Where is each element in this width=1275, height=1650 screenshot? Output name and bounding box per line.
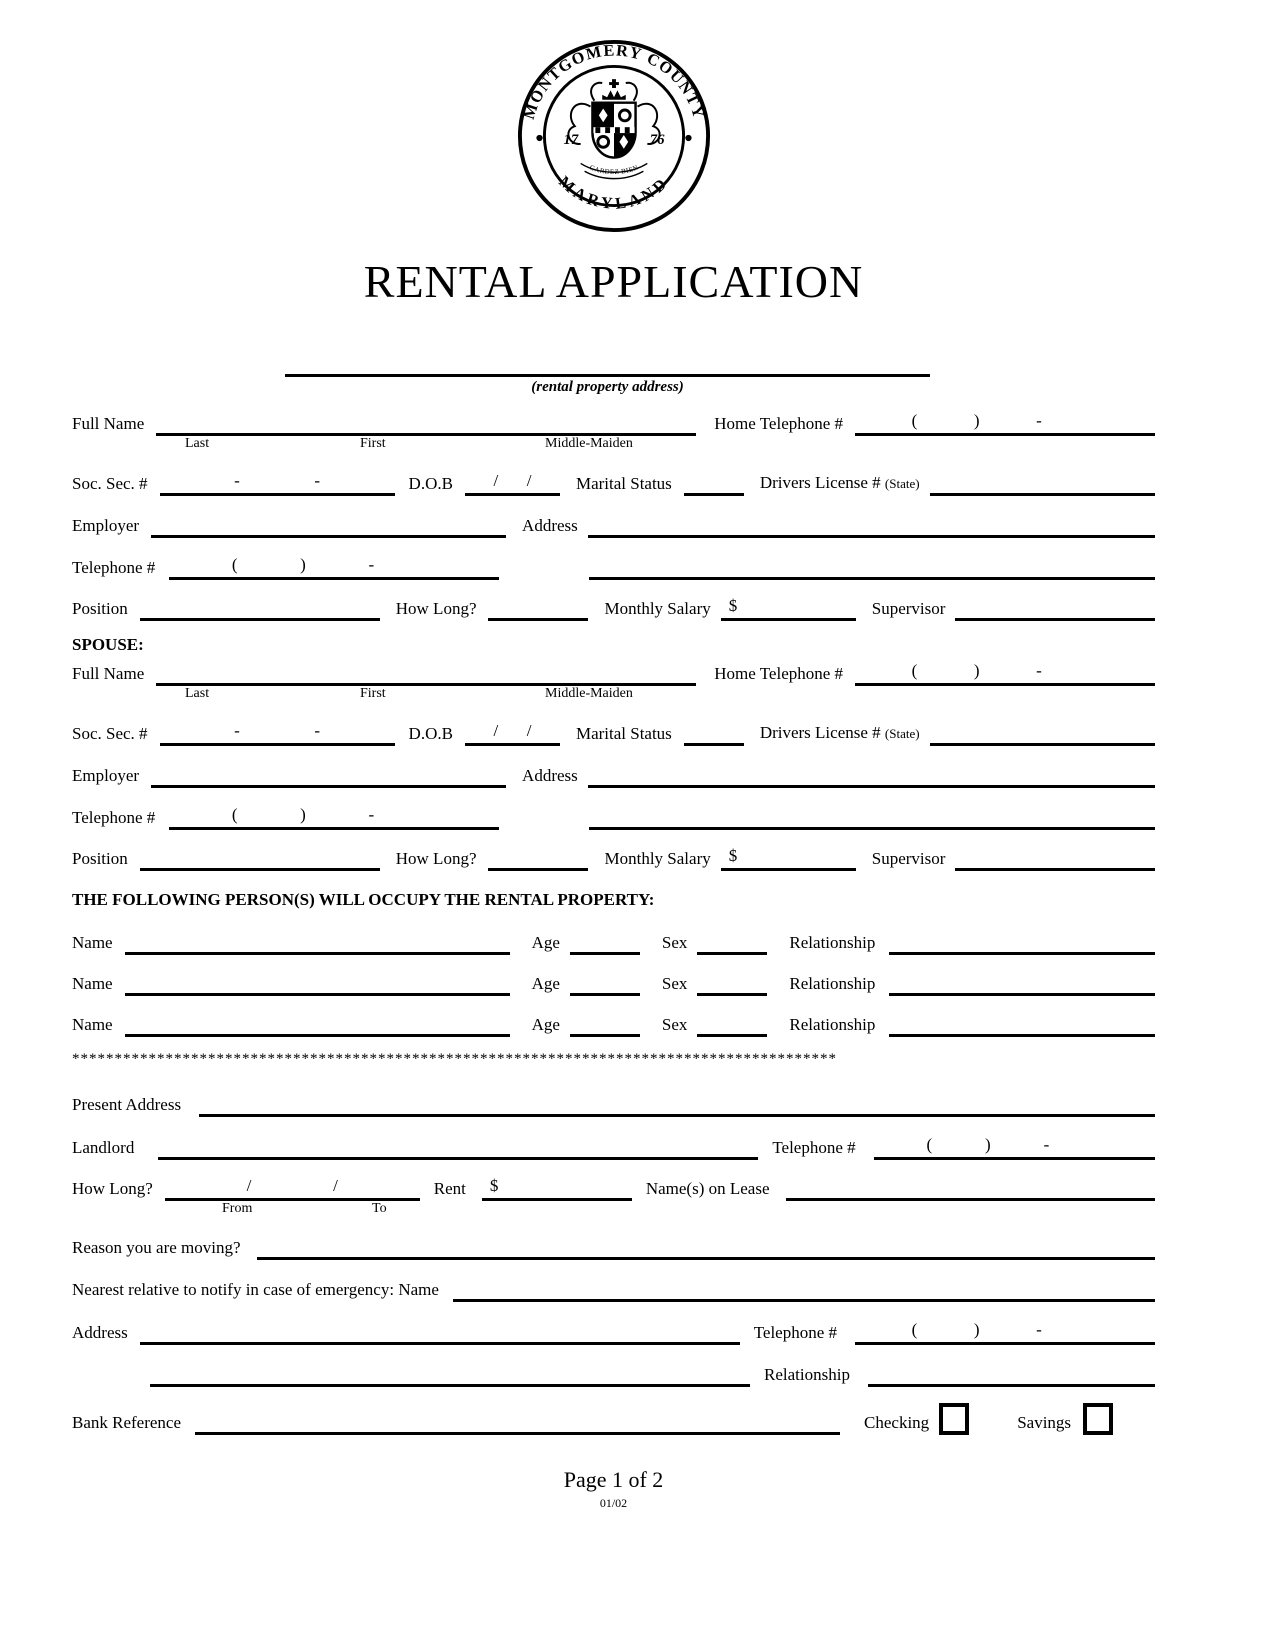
- occupant-2-relationship-input[interactable]: [889, 970, 1155, 996]
- spouse-heading: SPOUSE:: [72, 635, 144, 654]
- slash-glyph: /: [526, 471, 532, 490]
- occupant-3-age-input[interactable]: [570, 1011, 640, 1037]
- revision-date: 01/02: [599, 1496, 628, 1510]
- names-on-lease-label: Name(s) on Lease: [645, 1179, 770, 1198]
- full-name-label: Full Name: [72, 664, 145, 683]
- address-label: Address: [522, 766, 578, 785]
- address-label: Address: [72, 1323, 128, 1342]
- name-label: Name: [72, 1015, 113, 1034]
- first-sublabel: First: [360, 436, 386, 451]
- emergency-name-row: [72, 1274, 1155, 1302]
- name-label: Name: [72, 933, 113, 952]
- applicant-ssn-row: [72, 468, 1155, 496]
- spouse-marital-status-input[interactable]: [684, 720, 744, 746]
- paren-open-glyph: (: [911, 411, 918, 430]
- landlord-row: [72, 1132, 1155, 1160]
- spouse-employer-input[interactable]: [151, 762, 506, 788]
- drivers-license-state-label: (State): [884, 726, 920, 741]
- paren-close-glyph: ): [973, 661, 980, 680]
- rental-property-address-input[interactable]: [285, 351, 930, 377]
- telephone-label: Telephone #: [72, 808, 156, 827]
- from-sublabel: From: [222, 1201, 253, 1216]
- sex-label: Sex: [661, 933, 688, 952]
- paren-open-glyph: (: [231, 805, 238, 824]
- paren-close-glyph: ): [973, 411, 980, 430]
- page-title: RENTAL APPLICATION: [363, 256, 864, 307]
- dollar-sign-glyph: $: [489, 1176, 499, 1195]
- savings-label: Savings: [1017, 1413, 1072, 1432]
- emergency-relationship-row: [72, 1359, 1155, 1387]
- occupant-3-relationship-input[interactable]: [889, 1011, 1155, 1037]
- spouse-how-long-input[interactable]: [488, 845, 588, 871]
- dash-glyph: -: [1036, 411, 1042, 430]
- names-on-lease-input[interactable]: [786, 1175, 1155, 1201]
- monthly-salary-label: Monthly Salary: [604, 849, 711, 868]
- spouse-section: [72, 635, 1155, 871]
- paren-close-glyph: ): [973, 1320, 980, 1339]
- dob-label: D.O.B: [408, 724, 453, 743]
- sex-label: Sex: [661, 974, 688, 993]
- telephone-label: Telephone #: [72, 558, 156, 577]
- supervisor-label: Supervisor: [871, 849, 946, 868]
- middle-maiden-sublabel: Middle-Maiden: [545, 686, 633, 701]
- emergency-contact-label: Nearest relative to notify in case of emergency: Name: [72, 1280, 439, 1299]
- checking-checkbox[interactable]: [939, 1403, 969, 1435]
- how-long-label: How Long?: [395, 849, 477, 868]
- marital-status-label: Marital Status: [575, 474, 672, 493]
- telephone-label: Telephone #: [753, 1323, 838, 1342]
- applicant-name-sublabels: [170, 436, 710, 454]
- soc-sec-label: Soc. Sec. #: [72, 724, 148, 743]
- dollar-sign-glyph: $: [728, 846, 738, 865]
- seal-top-text: MONTGOMERY COUNTY: [520, 42, 707, 122]
- position-label: Position: [72, 849, 128, 868]
- spouse-ssn-input[interactable]: [160, 720, 395, 746]
- emergency-address-input[interactable]: [140, 1319, 740, 1345]
- full-name-label: Full Name: [72, 414, 145, 433]
- slash-glyph: /: [493, 721, 499, 740]
- occupant-3-sex-input[interactable]: [697, 1011, 767, 1037]
- seal-left-dot: [536, 135, 542, 141]
- paren-close-glyph: ): [985, 1135, 991, 1154]
- paren-close-glyph: ): [300, 555, 306, 574]
- applicant-section: [72, 408, 1155, 621]
- asterisk-divider: ******************************************************************************************: [72, 1051, 837, 1067]
- paren-close-glyph: ): [300, 805, 306, 824]
- spouse-employer-address-line2-input[interactable]: [589, 804, 1155, 830]
- seal-right-dot: [685, 135, 691, 141]
- slash-glyph: /: [246, 1176, 252, 1195]
- spouse-supervisor-input[interactable]: [955, 845, 1155, 871]
- paren-open-glyph: (: [926, 1135, 933, 1154]
- page-number: Page 1 of 2: [563, 1467, 664, 1492]
- dollar-sign-glyph: $: [728, 596, 738, 615]
- to-sublabel: To: [372, 1201, 387, 1216]
- present-address-row: [72, 1089, 1155, 1117]
- occupant-3-row: [72, 1009, 1155, 1037]
- spouse-drivers-license-input[interactable]: [930, 720, 1155, 746]
- applicant-position-input[interactable]: [140, 595, 380, 621]
- relationship-label: Relationship: [789, 974, 876, 993]
- applicant-position-row: [72, 593, 1155, 621]
- monthly-salary-label: Monthly Salary: [604, 599, 711, 618]
- emergency-address-row: [72, 1317, 1155, 1345]
- savings-checkbox[interactable]: [1083, 1403, 1113, 1435]
- age-label: Age: [531, 1015, 560, 1034]
- dash-glyph: -: [368, 555, 375, 574]
- applicant-monthly-salary-input[interactable]: [721, 595, 856, 621]
- position-label: Position: [72, 599, 128, 618]
- applicant-ssn-input[interactable]: [160, 470, 395, 496]
- sex-label: Sex: [661, 1015, 688, 1034]
- slash-glyph: /: [333, 1176, 338, 1195]
- rent-label: Rent: [433, 1179, 466, 1198]
- from-to-sublabels: [72, 1201, 1155, 1219]
- relationship-label: Relationship: [764, 1365, 850, 1384]
- applicant-full-name-input[interactable]: [156, 410, 696, 436]
- dash-glyph: -: [1036, 1320, 1042, 1339]
- address-label: Address: [522, 516, 578, 535]
- relationship-label: Relationship: [789, 1015, 876, 1034]
- dash-glyph: -: [1036, 661, 1042, 680]
- residence-section: [72, 1089, 1155, 1260]
- occupant-1-row: [72, 927, 1155, 955]
- dash-glyph: -: [314, 721, 320, 740]
- how-long-label: How Long?: [395, 599, 477, 618]
- applicant-telephone-row: [72, 552, 1155, 580]
- spouse-full-name-row: [72, 658, 1155, 686]
- spouse-ssn-row: [72, 718, 1155, 746]
- slash-glyph: /: [493, 471, 499, 490]
- applicant-employer-input[interactable]: [151, 512, 506, 538]
- present-address-label: Present Address: [72, 1095, 182, 1114]
- applicant-telephone-input[interactable]: [169, 554, 499, 580]
- bank-reference-label: Bank Reference: [72, 1413, 182, 1432]
- occupant-1-age-input[interactable]: [570, 929, 640, 955]
- emergency-relationship-input[interactable]: [868, 1361, 1155, 1387]
- emergency-section: [72, 1274, 1155, 1387]
- spouse-employer-row: [72, 760, 1155, 788]
- landlord-telephone-input[interactable]: [874, 1134, 1155, 1160]
- drivers-license-label: Drivers License # (State): [759, 723, 920, 742]
- applicant-employer-row: [72, 510, 1155, 538]
- seal-container: [72, 38, 1155, 239]
- age-label: Age: [531, 933, 560, 952]
- applicant-dob-input[interactable]: [465, 470, 560, 496]
- first-sublabel: First: [360, 686, 386, 701]
- occupants-section: [72, 890, 1155, 1037]
- occupant-2-row: [72, 968, 1155, 996]
- montgomery-county-seal: [516, 38, 712, 234]
- landlord-input[interactable]: [158, 1134, 758, 1160]
- seal-year-17: 17: [563, 131, 578, 148]
- spouse-telephone-input[interactable]: [169, 804, 499, 830]
- spouse-monthly-salary-input[interactable]: [721, 845, 856, 871]
- reason-moving-row: [72, 1232, 1155, 1260]
- employer-label: Employer: [72, 766, 140, 785]
- marital-status-label: Marital Status: [575, 724, 672, 743]
- occupant-3-name-input[interactable]: [125, 1011, 510, 1037]
- soc-sec-label: Soc. Sec. #: [72, 474, 148, 493]
- occupant-1-relationship-input[interactable]: [889, 929, 1155, 955]
- reason-moving-input[interactable]: [257, 1234, 1155, 1260]
- middle-maiden-sublabel: Middle-Maiden: [545, 436, 633, 451]
- drivers-license-state-label: (State): [884, 476, 920, 491]
- spouse-employer-address-input[interactable]: [588, 762, 1155, 788]
- spouse-home-telephone-input[interactable]: [855, 660, 1155, 686]
- applicant-supervisor-input[interactable]: [955, 595, 1155, 621]
- applicant-how-long-input[interactable]: [488, 595, 588, 621]
- emergency-telephone-input[interactable]: [855, 1319, 1155, 1345]
- emergency-contact-name-input[interactable]: [453, 1276, 1155, 1302]
- paren-open-glyph: (: [911, 1320, 918, 1339]
- spouse-full-name-input[interactable]: [156, 660, 696, 686]
- spouse-position-row: [72, 843, 1155, 871]
- drivers-license-label: Drivers License # (State): [759, 473, 920, 492]
- last-sublabel: Last: [185, 436, 210, 451]
- home-telephone-label: Home Telephone #: [714, 414, 844, 433]
- occupant-2-name-input[interactable]: [125, 970, 510, 996]
- relationship-label: Relationship: [789, 933, 876, 952]
- dob-label: D.O.B: [408, 474, 453, 493]
- residence-how-long-row: [72, 1173, 1155, 1201]
- supervisor-label: Supervisor: [871, 599, 946, 618]
- present-address-input[interactable]: [199, 1091, 1155, 1117]
- reason-moving-label: Reason you are moving?: [72, 1238, 241, 1257]
- occupant-2-sex-input[interactable]: [697, 970, 767, 996]
- occupant-1-name-input[interactable]: [125, 929, 510, 955]
- telephone-label: Telephone #: [772, 1138, 856, 1157]
- seal-year-76: 76: [649, 131, 664, 148]
- rental-property-address-caption: (rental property address): [531, 379, 684, 395]
- dash-glyph: -: [234, 721, 240, 740]
- checking-label: Checking: [864, 1413, 930, 1432]
- employer-label: Employer: [72, 516, 140, 535]
- landlord-label: Landlord: [72, 1138, 135, 1157]
- occupant-1-sex-input[interactable]: [697, 929, 767, 955]
- dash-glyph: -: [314, 471, 320, 490]
- dash-glyph: -: [1043, 1135, 1050, 1154]
- name-label: Name: [72, 974, 113, 993]
- occupants-heading: THE FOLLOWING PERSON(S) WILL OCCUPY THE RENTAL PROPERTY:: [72, 890, 655, 909]
- seal-motto: GARDEZ BIEN: [587, 164, 640, 177]
- emergency-address-line2-input[interactable]: [150, 1361, 750, 1387]
- spouse-telephone-row: [72, 802, 1155, 830]
- age-label: Age: [531, 974, 560, 993]
- applicant-employer-address-line2-input[interactable]: [589, 554, 1155, 580]
- spouse-name-sublabels: [170, 686, 710, 704]
- how-long-label: How Long?: [72, 1179, 153, 1198]
- home-telephone-label: Home Telephone #: [714, 664, 844, 683]
- seal-bottom-text: MARYLAND: [554, 173, 673, 213]
- bank-reference-row: [72, 1401, 1155, 1435]
- applicant-drivers-license-input[interactable]: [930, 470, 1155, 496]
- paren-open-glyph: (: [911, 661, 918, 680]
- applicant-full-name-row: [72, 408, 1155, 436]
- applicant-employer-address-input[interactable]: [588, 512, 1155, 538]
- paren-open-glyph: (: [231, 555, 238, 574]
- bank-reference-input[interactable]: [195, 1409, 840, 1435]
- occupant-2-age-input[interactable]: [570, 970, 640, 996]
- slash-glyph: /: [526, 721, 532, 740]
- last-sublabel: Last: [185, 686, 210, 701]
- dash-glyph: -: [368, 805, 375, 824]
- dash-glyph: -: [234, 471, 240, 490]
- applicant-marital-status-input[interactable]: [684, 470, 744, 496]
- applicant-home-telephone-input[interactable]: [855, 410, 1155, 436]
- spouse-dob-input[interactable]: [465, 720, 560, 746]
- residence-how-long-input[interactable]: [165, 1175, 420, 1201]
- spouse-position-input[interactable]: [140, 845, 380, 871]
- rent-input[interactable]: [482, 1175, 632, 1201]
